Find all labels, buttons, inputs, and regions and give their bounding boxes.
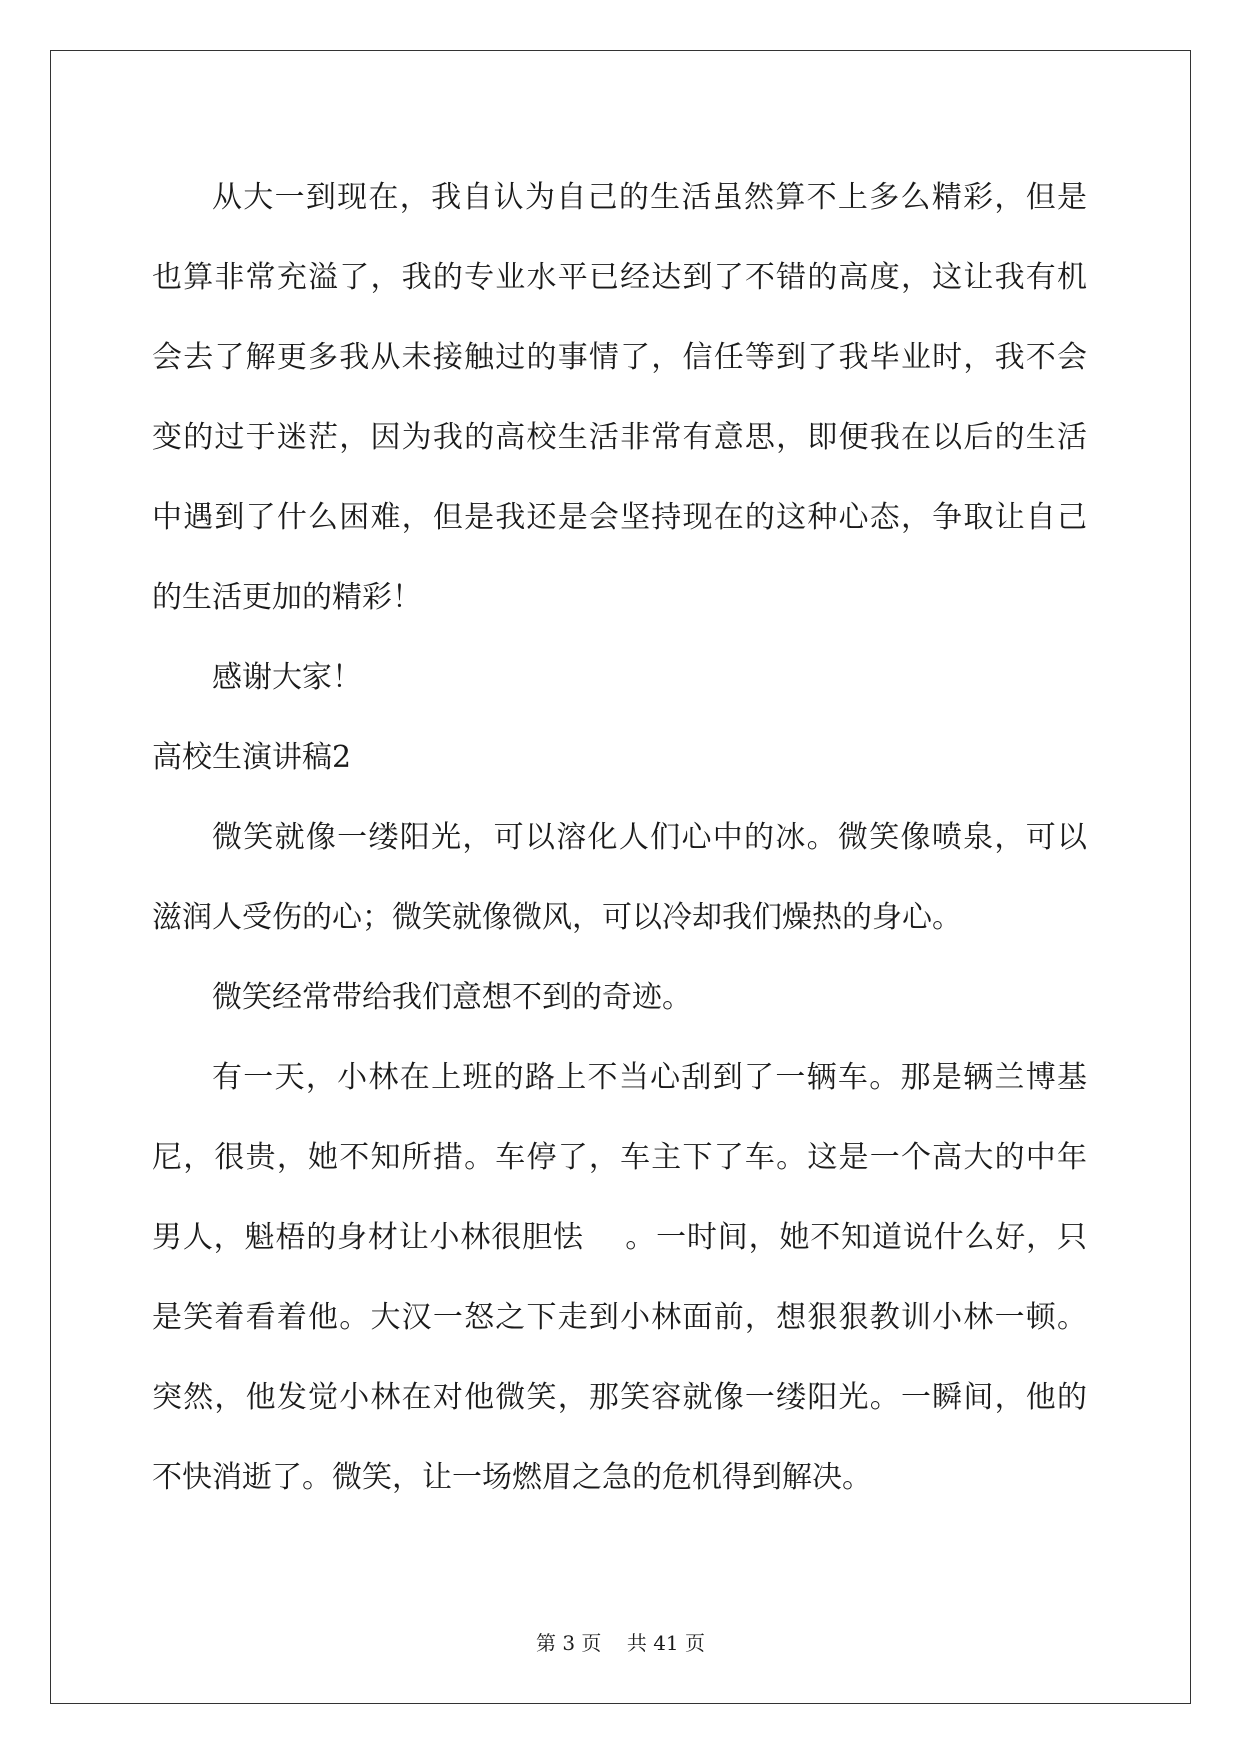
paragraph-line: 是笑着看着他。大汉一怒之下走到小林面前，想狠狠教训小林一顿。	[152, 1300, 1087, 1335]
paragraph-line: 也算非常充溢了，我的专业水平已经达到了不错的高度，这让我有机	[152, 260, 1087, 295]
paragraph-line: 微笑经常带给我们意想不到的奇迹。	[212, 980, 692, 1015]
paragraph-line: 感谢大家！	[212, 660, 362, 695]
paragraph-line: 突然，他发觉小林在对他微笑，那笑容就像一缕阳光。一瞬间，他的	[152, 1380, 1087, 1415]
paragraph-line: 不快消逝了。微笑，让一场燃眉之急的危机得到解决。	[152, 1460, 872, 1495]
paragraph-line: 尼，很贵，她不知所措。车停了，车主下了车。这是一个高大的中年	[152, 1140, 1087, 1175]
page-number-footer: 第 3 页 共 41 页	[535, 1631, 706, 1655]
paragraph-line: 变的过于迷茫，因为我的高校生活非常有意思，即便我在以后的生活	[152, 420, 1087, 455]
paragraph-line: 微笑就像一缕阳光，可以溶化人们心中的冰。微笑像喷泉，可以	[212, 820, 1087, 855]
paragraph-line: 中遇到了什么困难，但是我还是会坚持现在的这种心态，争取让自己	[152, 500, 1087, 535]
paragraph-line: 会去了解更多我从未接触过的事情了，信任等到了我毕业时，我不会	[152, 340, 1087, 375]
paragraph-line: 的生活更加的精彩！	[152, 580, 422, 615]
section-heading: 高校生演讲稿2	[152, 740, 352, 775]
document-body	[152, 158, 1087, 1518]
paragraph-line: 男人，魁梧的身材让小林很胆怯 。一时间，她不知道说什么好，只	[152, 1220, 1087, 1255]
paragraph-line: 滋润人受伤的心；微笑就像微风，可以冷却我们燥热的身心。	[152, 900, 962, 935]
paragraph-line: 从大一到现在，我自认为自己的生活虽然算不上多么精彩，但是	[212, 180, 1087, 215]
paragraph-line: 有一天，小林在上班的路上不当心刮到了一辆车。那是辆兰博基	[212, 1060, 1087, 1095]
